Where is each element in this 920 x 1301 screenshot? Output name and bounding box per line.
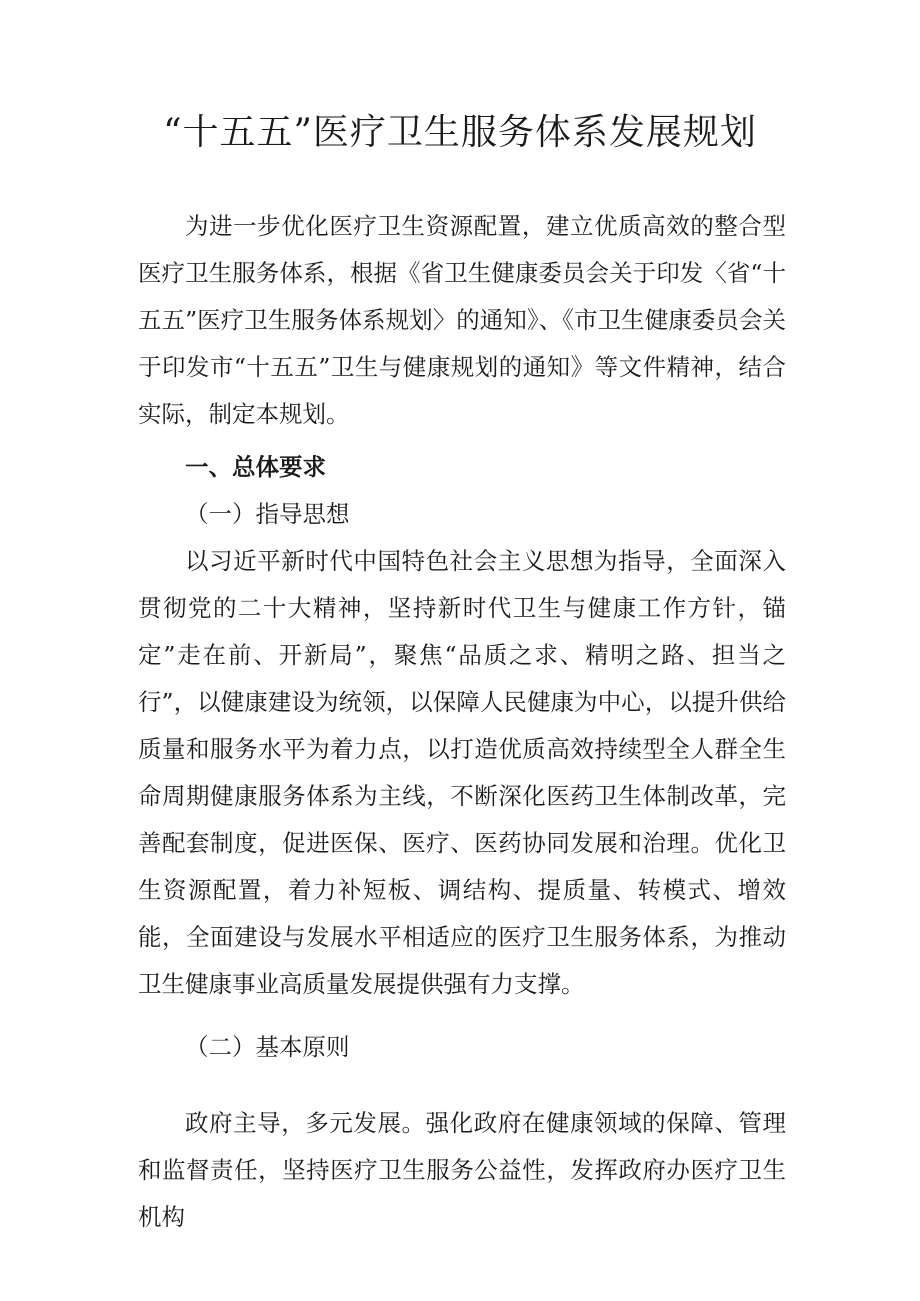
subsection-heading-basic-principles: （二）基本原则 bbox=[185, 1033, 350, 1061]
subsection-heading-guiding-ideology: （一）指导思想 bbox=[185, 500, 350, 528]
principle-paragraph: 政府主导，多元发展。强化政府在健康领域的保障、管理和监督责任，坚持医疗卫生服务公益性，发挥政府办医疗卫生机构 bbox=[138, 1109, 786, 1231]
section-heading-general-requirements: 一、总体要求 bbox=[185, 453, 326, 481]
guiding-ideology-paragraph: 以习近平新时代中国特色社会主义思想为指导，全面深入贯彻党的二十大精神，坚持新时代卫生与健康工作方针，锚定”走在前、开新局”，聚焦“品质之求、精明之路、担当之行”，以健康建设为统领，以保障人民健康为中心，以提升供给质量和服务水平为着力点，以打造优质高效持续型全人群全生命周期健康服务体系为主线，不断深化医药卫生体制改革，完善配套制度，促进医保、医疗、医药协同发展和治理。优化卫生资源配置，着力补短板、调结构、提质量、转模式、增效能，全面建设与发展水平相适应的医疗卫生服务体系，为推动卫生健康事业高质量发展提供强有力支撑。 bbox=[138, 547, 786, 998]
intro-paragraph: 为进一步优化医疗卫生资源配置，建立优质高效的整合型医疗卫生服务体系，根据《省卫生健康委员会关于印发〈省“十五五”医疗卫生服务体系规划〉的通知》、《市卫生健康委员会关于印发市“十五五”卫生与健康规划的通知》等文件精神，结合实际，制定本规划。 bbox=[138, 212, 786, 428]
document-title: “十五五”医疗卫生服务体系发展规划 bbox=[163, 112, 757, 153]
